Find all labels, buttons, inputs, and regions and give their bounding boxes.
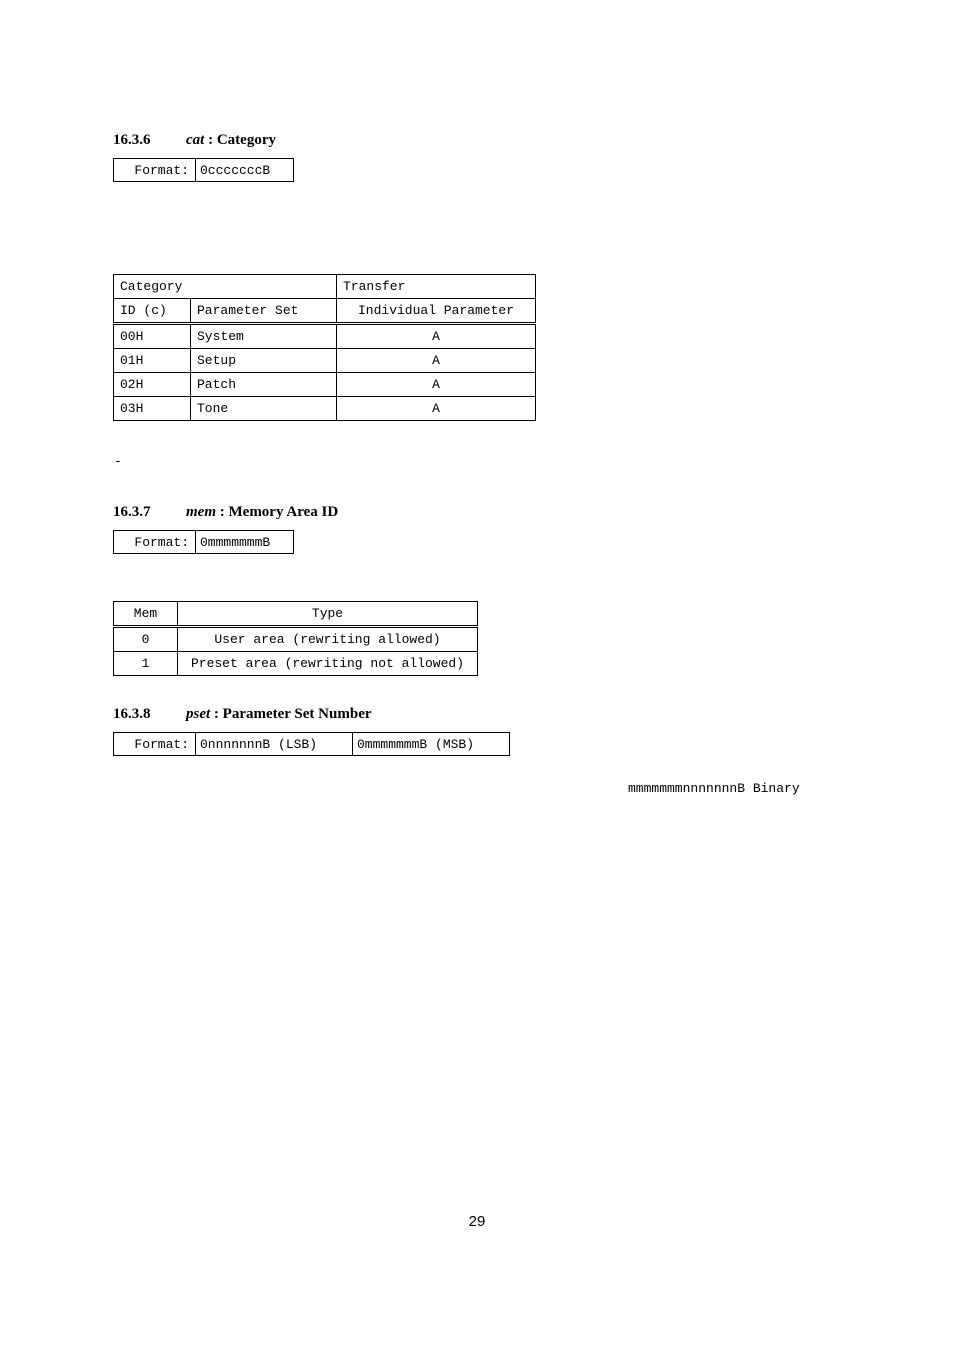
section-number: 16.3.6	[113, 132, 151, 148]
format-lsb: 0nnnnnnnB (LSB)	[196, 733, 353, 756]
cell-transfer: A	[337, 349, 536, 373]
table-row	[114, 349, 536, 373]
table-row	[114, 397, 536, 421]
section-heading-mem	[113, 504, 513, 524]
format-value: 0cccccccB	[196, 159, 294, 182]
cell-type: User area (rewriting allowed)	[178, 627, 478, 652]
title-text: Memory Area ID	[228, 504, 339, 520]
cell-type: Preset area (rewriting not allowed)	[178, 652, 478, 676]
binary-note: mmmmmmmnnnnnnnB Binary	[628, 781, 800, 796]
table-row	[114, 652, 478, 676]
cell-id: 03H	[114, 397, 191, 421]
dash-mark: -	[114, 454, 122, 469]
cell-mem: 0	[114, 627, 178, 652]
category-table	[113, 274, 536, 421]
header-id: ID (c)	[114, 299, 191, 324]
separator: :	[219, 504, 225, 520]
title-text: Category	[216, 132, 276, 148]
table-row	[114, 324, 536, 349]
memory-area-table	[113, 601, 478, 676]
format-msb: 0mmmmmmmB (MSB)	[353, 733, 510, 756]
section-heading-pset	[113, 706, 513, 726]
section-title	[186, 132, 276, 149]
table-row	[114, 627, 478, 652]
cell-transfer: A	[337, 397, 536, 421]
cell-mem: 1	[114, 652, 178, 676]
header-transfer: Transfer	[337, 275, 536, 299]
format-label: Format:	[114, 159, 196, 182]
param-name: cat	[186, 132, 205, 148]
cell-parameter-set: Patch	[191, 373, 337, 397]
separator: :	[213, 706, 219, 722]
page-number: 29	[468, 1213, 486, 1230]
section-number: 16.3.7	[113, 504, 151, 520]
header-parameter-set: Parameter Set	[191, 299, 337, 324]
header-category: Category	[114, 275, 337, 299]
cell-transfer: A	[337, 373, 536, 397]
format-label: Format:	[114, 531, 196, 554]
separator: :	[208, 132, 214, 148]
format-box-pset	[113, 732, 510, 756]
format-value: 0mmmmmmmB	[196, 531, 294, 554]
section-number: 16.3.8	[113, 706, 151, 722]
cell-parameter-set: Tone	[191, 397, 337, 421]
section-title	[186, 504, 338, 521]
format-box-cat	[113, 158, 294, 182]
param-name: mem	[186, 504, 216, 520]
cell-id: 02H	[114, 373, 191, 397]
header-type: Type	[178, 602, 478, 627]
cell-id: 01H	[114, 349, 191, 373]
title-text: Parameter Set Number	[222, 706, 372, 722]
cell-transfer: A	[337, 324, 536, 349]
header-mem: Mem	[114, 602, 178, 627]
param-name: pset	[186, 706, 211, 722]
cell-id: 00H	[114, 324, 191, 349]
section-heading-cat	[113, 132, 513, 152]
cell-parameter-set: System	[191, 324, 337, 349]
header-individual-parameter: Individual Parameter	[337, 299, 536, 324]
format-label: Format:	[114, 733, 196, 756]
format-box-mem	[113, 530, 294, 554]
cell-parameter-set: Setup	[191, 349, 337, 373]
section-title	[186, 706, 372, 723]
table-row	[114, 373, 536, 397]
